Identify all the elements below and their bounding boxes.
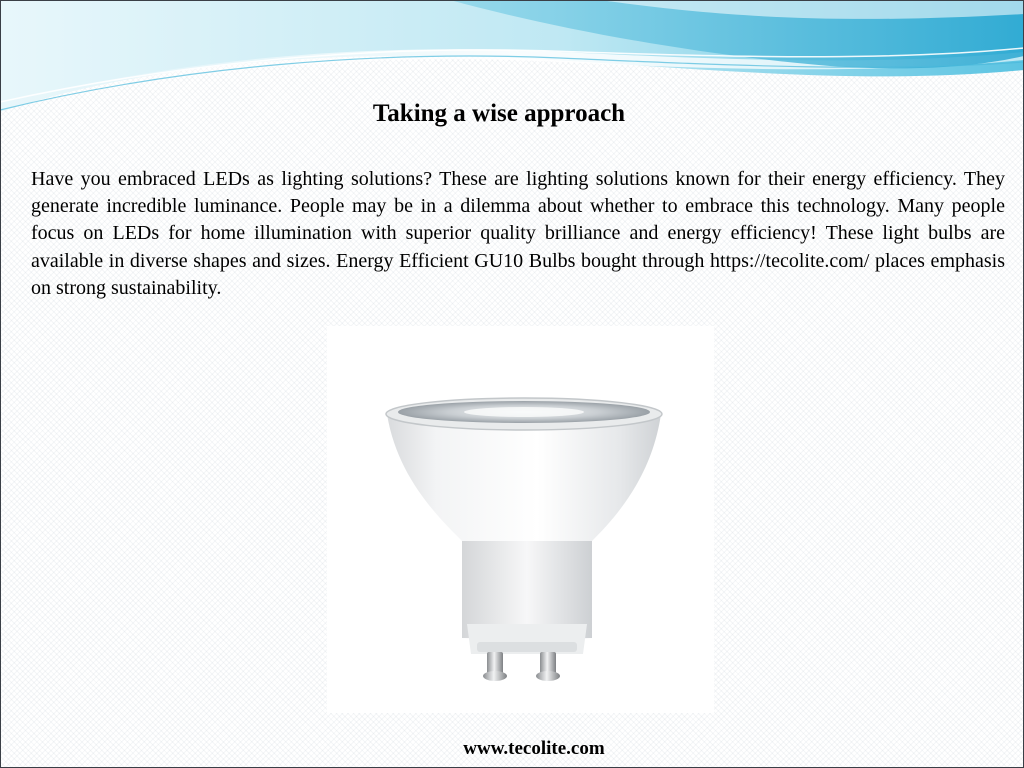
body-paragraph: Have you embraced LEDs as lighting solutions? These are lighting solutions known for their energy efficiency. They generate incredible luminance. People may be in a dilemma about whether to embrace this technology. Many people focus on LEDs for home illumination with superior quality brilliance and energy efficiency! These light bulbs are available in diverse shapes and sizes. Energy Efficient GU10 Bulbs bought through https://tecolite.com/ places emphasis on strong sustainability. [31, 168, 1005, 299]
header-wave-decoration [0, 0, 1024, 115]
slide-title: Taking a wise approach [372, 100, 626, 127]
product-image [327, 326, 714, 713]
gu10-bulb-icon [327, 326, 714, 713]
footer-url[interactable]: www.tecolite.com [463, 738, 605, 759]
